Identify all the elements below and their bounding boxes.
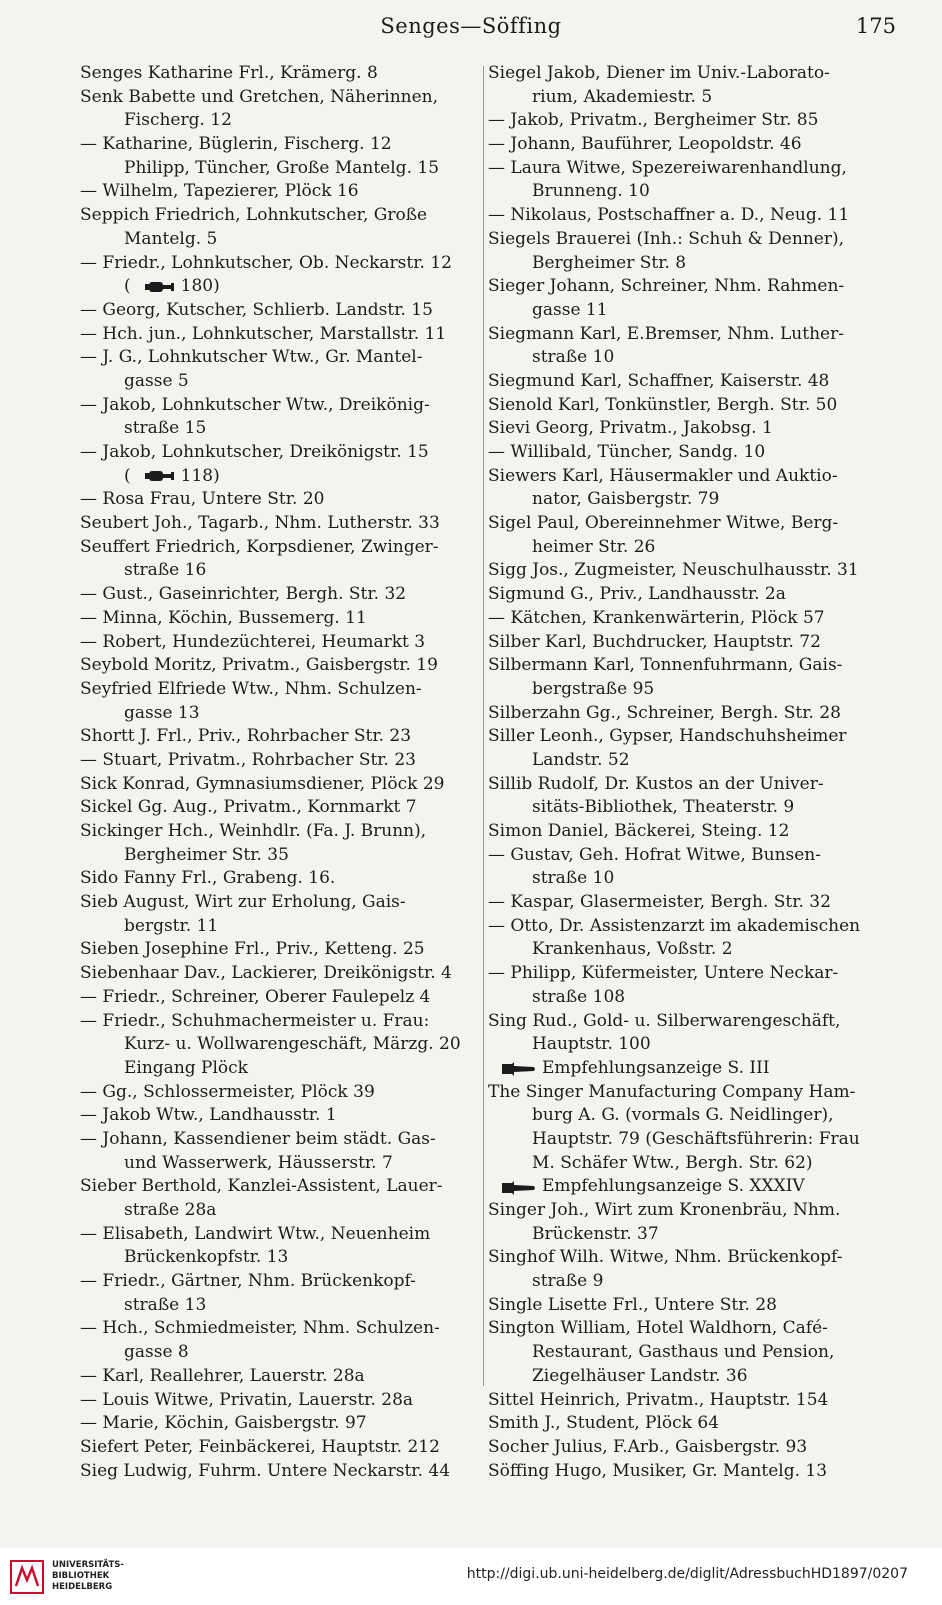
directory-entry-line: [80, 725, 480, 749]
library-name-line: HEIDELBERG: [52, 1582, 113, 1592]
entry-text: Sickel Gg. Aug., Privatm., Kornmarkt 7: [80, 797, 417, 818]
entry-text: Simon Daniel, Bäckerei, Steing. 12: [488, 821, 790, 841]
directory-entry-line: [488, 773, 893, 797]
entry-text: — Hch. jun., Lohnkutscher, Marstallstr. 11: [80, 323, 447, 344]
directory-entry-line: [488, 275, 893, 299]
directory-entry-line: [488, 346, 893, 370]
directory-entry-line: [80, 749, 480, 773]
directory-entry-line: [80, 157, 480, 181]
entry-text: — Jakob, Lohnkutscher, Dreikönigstr. 15: [80, 442, 429, 462]
entry-text: Siegel Jakob, Diener im Univ.-Laborato-: [488, 63, 830, 83]
directory-entry-line: [488, 1152, 893, 1176]
directory-entry-line: [488, 986, 893, 1010]
entry-text: Seuffert Friedrich, Korpsdiener, Zwinger-: [80, 536, 439, 557]
entry-text: — Hch., Schmiedmeister, Nhm. Schulzen-: [80, 1318, 440, 1339]
entry-text: Restaurant, Gasthaus und Pension,: [532, 1342, 835, 1363]
entry-text: Siller Leonh., Gypser, Handschuhsheimer: [488, 726, 847, 747]
directory-entry-line: [80, 1341, 480, 1365]
directory-entry-line: [80, 133, 480, 157]
entry-text: Senges Katharine Frl., Krämerg. 8: [80, 63, 378, 83]
entry-text: gasse 13: [124, 702, 200, 723]
library-name-line: BIBLIOTHEK: [52, 1571, 110, 1581]
entry-text: — Johann, Kassendiener beim städt. Gas-: [80, 1128, 436, 1149]
directory-entry-line: [80, 1010, 480, 1034]
entry-text: Sillib Rudolf, Dr. Kustos an der Univer-: [488, 773, 824, 794]
directory-entry-line: [488, 417, 893, 441]
directory-entry-line: [80, 417, 480, 441]
entry-text: — Katharine, Büglerin, Fischerg. 12: [80, 134, 392, 155]
entry-text: — Friedr., Schreiner, Oberer Faulepelz 4: [80, 986, 431, 1007]
directory-entry-line: [488, 844, 893, 868]
entry-text: Siewers Karl, Häusermakler und Auktio-: [488, 465, 838, 486]
directory-entry-line: [80, 796, 480, 820]
directory-entry-line: ( 118): [124, 465, 220, 486]
entry-text: Singhof Wilh. Witwe, Nhm. Brückenkopf-: [488, 1247, 843, 1268]
directory-entry-line: [80, 512, 480, 536]
directory-entry-line: [488, 1175, 893, 1199]
page-title: Senges—Söffing: [380, 14, 562, 38]
entry-text: heimer Str. 26: [532, 536, 656, 557]
directory-entry-line: [488, 86, 893, 110]
directory-entry-line: [488, 62, 893, 86]
entry-text: Seybold Moritz, Privatm., Gaisbergstr. 19: [80, 655, 438, 676]
directory-entry-line: [80, 867, 480, 891]
entry-text: Sieger Johann, Schreiner, Nhm. Rahmen-: [488, 276, 845, 297]
entry-text: straße 28a: [124, 1200, 217, 1220]
entry-text: Hauptstr. 79 (Geschäftsführerin: Frau: [532, 1128, 860, 1149]
entry-text: straße 16: [124, 560, 207, 581]
entry-text: Seubert Joh., Tagarb., Nhm. Lutherstr. 33: [80, 513, 440, 534]
entry-text: — Wilhelm, Tapezierer, Plöck 16: [80, 181, 359, 202]
entry-text: straße 10: [532, 868, 615, 889]
directory-entry-line: [488, 1246, 893, 1270]
directory-entry-line: [80, 1128, 480, 1152]
entry-text: — Jakob Wtw., Landhausstr. 1: [80, 1105, 337, 1126]
directory-entry-line: [80, 631, 480, 655]
directory-entry-line: [488, 1389, 893, 1413]
entry-text: — Kaspar, Glasermeister, Bergh. Str. 32: [488, 892, 831, 913]
directory-entry-line: [488, 583, 893, 607]
directory-entry-line: [488, 1128, 893, 1152]
directory-entry-line: [80, 394, 480, 418]
entry-text: gasse 5: [124, 370, 189, 391]
directory-entry-line: [80, 299, 480, 323]
entry-text: Smith J., Student, Plöck 64: [488, 1413, 720, 1434]
entry-text: Sick Konrad, Gymnasiumsdiener, Plöck 29: [80, 773, 445, 794]
directory-entry-line: [488, 631, 893, 655]
directory-entry-line: [80, 1436, 480, 1460]
telephone-icon: [145, 470, 175, 482]
directory-entry-line: [80, 607, 480, 631]
directory-entry-line: [488, 1294, 893, 1318]
entry-text: Silbermann Karl, Tonnenfuhrmann, Gais-: [488, 655, 843, 676]
directory-entry-line: [488, 702, 893, 726]
entry-text: rium, Akademiestr. 5: [532, 86, 713, 107]
directory-entry-line: [488, 1010, 893, 1034]
directory-entry-line: [80, 1033, 480, 1057]
directory-entry-line: [80, 252, 480, 276]
directory-entry-line: [80, 1057, 480, 1081]
directory-entry-line: [488, 1436, 893, 1460]
directory-entry-line: [488, 1365, 893, 1389]
entry-text: Sieg Ludwig, Fuhrm. Untere Neckarstr. 44: [80, 1460, 451, 1481]
pointing-hand-icon: [502, 1181, 536, 1193]
entry-text: Brückenstr. 37: [532, 1223, 659, 1244]
entry-text: Siefert Peter, Feinbäckerei, Hauptstr. 212: [80, 1436, 440, 1457]
directory-entry-line: [488, 1270, 893, 1294]
directory-entry-line: [80, 891, 480, 915]
directory-entry-line: [80, 678, 480, 702]
directory-entry-line: [488, 180, 893, 204]
directory-entry-line: [488, 512, 893, 536]
directory-entry-line: [80, 488, 480, 512]
entry-text: Singer Joh., Wirt zum Kronenbräu, Nhm.: [488, 1200, 841, 1220]
directory-entry-line: [80, 1412, 480, 1436]
directory-entry-line: [488, 1317, 893, 1341]
entry-text: nator, Gaisbergstr. 79: [532, 489, 720, 510]
left-column: [80, 62, 480, 1483]
directory-entry-line: [80, 536, 480, 560]
directory-entry-line: [80, 1365, 480, 1389]
entry-text: — Kätchen, Krankenwärterin, Plöck 57: [488, 607, 825, 628]
entry-text: Sieb August, Wirt zur Erholung, Gais-: [80, 892, 406, 913]
entry-text: Sickinger Hch., Weinhdlr. (Fa. J. Brunn),: [80, 821, 427, 841]
entry-text: Sigg Jos., Zugmeister, Neuschulhausstr. 31: [488, 560, 859, 581]
entry-text: Seyfried Elfriede Wtw., Nhm. Schulzen-: [80, 678, 422, 699]
source-url[interactable]: http://digi.ub.uni-heidelberg.de/diglit/AdressbuchHD1897/0207: [466, 1566, 908, 1582]
directory-entry-line: [488, 1460, 893, 1484]
directory-entry-line: [488, 204, 893, 228]
entry-text: Sido Fanny Frl., Grabeng. 16.: [80, 868, 336, 889]
directory-entry-line: [80, 1152, 480, 1176]
entry-text: Sievi Georg, Privatm., Jakobsg. 1: [488, 418, 773, 439]
entry-text: Sienold Karl, Tonkünstler, Bergh. Str. 50: [488, 394, 838, 415]
entry-text: Empfehlungsanzeige S. III: [542, 1057, 770, 1078]
entry-text: Senk Babette und Gretchen, Näherinnen,: [80, 86, 439, 107]
entry-text: — Louis Witwe, Privatin, Lauerstr. 28a: [80, 1389, 414, 1410]
entry-text: — Jakob, Lohnkutscher Wtw., Dreikönig-: [80, 394, 430, 415]
entry-text: Söffing Hugo, Musiker, Gr. Mantelg. 13: [488, 1460, 828, 1481]
directory-entry-line: [488, 678, 893, 702]
directory-entry-line: [488, 1341, 893, 1365]
telephone-icon: [145, 281, 175, 293]
directory-entry-line: [488, 1199, 893, 1223]
entry-text: straße 10: [532, 347, 615, 368]
entry-text: Silber Karl, Buchdrucker, Hauptstr. 72: [488, 631, 821, 652]
library-name-line: UNIVERSITÄTS-: [52, 1560, 124, 1570]
entry-text: Sigel Paul, Obereinnehmer Witwe, Berg-: [488, 513, 839, 534]
directory-entry-line: [80, 1223, 480, 1247]
entry-text: — Otto, Dr. Assistenzarzt im akademischen: [488, 915, 861, 936]
directory-entry-line: [80, 370, 480, 394]
directory-entry-line: [488, 1412, 893, 1436]
directory-entry-line: [80, 1317, 480, 1341]
entry-text: Socher Julius, F.Arb., Gaisbergstr. 93: [488, 1436, 808, 1457]
directory-entry-line: [80, 1246, 480, 1270]
directory-entry-line: [80, 702, 480, 726]
right-column: [488, 62, 893, 1483]
entry-text: Sing Rud., Gold- u. Silberwarengeschäft,: [488, 1010, 841, 1031]
directory-entry-line: [80, 62, 480, 86]
directory-entry-line: [80, 1104, 480, 1128]
entry-text: Sieber Berthold, Kanzlei-Assistent, Lauer-: [80, 1176, 443, 1197]
entry-text: — Gg., Schlossermeister, Plöck 39: [80, 1081, 375, 1102]
directory-entry-line: [488, 228, 893, 252]
entry-text: Seppich Friedrich, Lohnkutscher, Große: [80, 205, 428, 226]
entry-text: Kurz- u. Wollwarengeschäft, Märzg. 20: [124, 1034, 461, 1055]
directory-entry-line: [488, 915, 893, 939]
directory-entry-line: [80, 938, 480, 962]
directory-entry-line: [80, 228, 480, 252]
directory-entry-line: [80, 962, 480, 986]
directory-entry-line: [488, 607, 893, 631]
directory-entry-line: [80, 204, 480, 228]
entry-text: Ziegelhäuser Landstr. 36: [532, 1365, 748, 1386]
column-divider: [483, 66, 484, 1386]
directory-entry-line: [488, 252, 893, 276]
entry-text: straße 108: [532, 986, 626, 1007]
page-footer: [0, 1548, 942, 1605]
directory-entry-line: [80, 820, 480, 844]
entry-text: — Willibald, Tüncher, Sandg. 10: [488, 442, 766, 462]
directory-entry-line: [80, 180, 480, 204]
directory-entry-line: [488, 1104, 893, 1128]
directory-entry-line: [488, 938, 893, 962]
entry-text: 118): [180, 465, 220, 486]
entry-text: Single Lisette Frl., Untere Str. 28: [488, 1294, 777, 1315]
entry-text: — J. G., Lohnkutscher Wtw., Gr. Mantel-: [80, 347, 423, 368]
entry-text: burg A. G. (vormals G. Neidlinger),: [532, 1105, 834, 1126]
entry-text: gasse 8: [124, 1342, 189, 1363]
entry-text: Siegmann Karl, E.Bremser, Nhm. Luther-: [488, 323, 844, 344]
entry-text: Brunneng. 10: [532, 181, 650, 202]
page-header: [0, 10, 942, 40]
entry-text: — Karl, Reallehrer, Lauerstr. 28a: [80, 1365, 365, 1386]
entry-text: — Elisabeth, Landwirt Wtw., Neuenheim: [80, 1223, 431, 1244]
directory-entry-line: [80, 1175, 480, 1199]
entry-text: Sieben Josephine Frl., Priv., Ketteng. 25: [80, 939, 425, 960]
entry-text: Silberzahn Gg., Schreiner, Bergh. Str. 28: [488, 702, 841, 723]
entry-text: — Stuart, Privatm., Rohrbacher Str. 23: [80, 749, 416, 770]
entry-text: Siebenhaar Dav., Lackierer, Dreikönigstr. 4: [80, 963, 452, 984]
directory-entry-line: [80, 1270, 480, 1294]
entry-text: — Gustav, Geh. Hofrat Witwe, Bunsen-: [488, 844, 821, 865]
library-name: [52, 1560, 124, 1593]
directory-entry-line: [488, 654, 893, 678]
entry-text: — Minna, Köchin, Bussemerg. 11: [80, 607, 367, 628]
entry-text: bergstr. 11: [124, 915, 219, 936]
directory-entry-line: [488, 1081, 893, 1105]
entry-text: Mantelg. 5: [124, 228, 218, 249]
directory-entry-line: [80, 583, 480, 607]
directory-entry-line: ( 180): [124, 276, 220, 297]
directory-entry-line: [80, 773, 480, 797]
entry-text: Philipp, Tüncher, Große Mantelg. 15: [124, 157, 440, 178]
entry-text: — Rosa Frau, Untere Str. 20: [80, 489, 325, 510]
directory-entry-line: [80, 1294, 480, 1318]
entry-text: 180): [180, 276, 220, 297]
directory-entry-line: [488, 465, 893, 489]
directory-entry-line: [80, 346, 480, 370]
entry-text: Bergheimer Str. 8: [532, 252, 687, 273]
entry-text: Hauptstr. 100: [532, 1034, 651, 1055]
directory-entry-line: [488, 1223, 893, 1247]
entry-text: Bergheimer Str. 35: [124, 844, 289, 865]
entry-text: Shortt J. Frl., Priv., Rohrbacher Str. 23: [80, 726, 412, 747]
entry-text: — Friedr., Lohnkutscher, Ob. Neckarstr. 12: [80, 252, 452, 273]
entry-text: Empfehlungsanzeige S. XXXIV: [542, 1176, 805, 1197]
directory-entry-line: [80, 1389, 480, 1413]
entry-text: straße 15: [124, 418, 207, 439]
entry-text: — Laura Witwe, Spezereiwarenhandlung,: [488, 157, 847, 178]
directory-entry-line: [488, 962, 893, 986]
directory-entry-line: [488, 394, 893, 418]
entry-text: bergstraße 95: [532, 678, 655, 699]
entry-text: Krankenhaus, Voßstr. 2: [532, 939, 733, 960]
directory-entry-line: [80, 1460, 480, 1484]
directory-entry-line: [488, 867, 893, 891]
entry-text: — Robert, Hundezüchterei, Heumarkt 3: [80, 631, 426, 652]
entry-text: Sittel Heinrich, Privatm., Hauptstr. 154: [488, 1389, 829, 1410]
entry-text: und Wasserwerk, Häusserstr. 7: [124, 1152, 393, 1173]
entry-text: — Friedr., Gärtner, Nhm. Brückenkopf-: [80, 1271, 416, 1292]
entry-text: Landstr. 52: [532, 749, 630, 770]
directory-entry-line: [488, 820, 893, 844]
library-logo-icon: [10, 1560, 44, 1594]
entry-text: — Friedr., Schuhmachermeister u. Frau:: [80, 1010, 430, 1031]
entry-text: The Singer Manufacturing Company Ham-: [488, 1081, 856, 1102]
entry-text: sitäts-Bibliothek, Theaterstr. 9: [532, 797, 795, 818]
directory-entry-line: [80, 1199, 480, 1223]
entry-text: — Marie, Köchin, Gaisbergstr. 97: [80, 1413, 367, 1434]
directory-entry-line: [488, 536, 893, 560]
directory-entry-line: [80, 559, 480, 583]
directory-entry-line: [488, 133, 893, 157]
entry-text: — Philipp, Küfermeister, Untere Neckar-: [488, 963, 839, 984]
entry-text: — Gust., Gaseinrichter, Bergh. Str. 32: [80, 584, 407, 605]
entry-text: Brückenkopfstr. 13: [124, 1247, 289, 1268]
page-number: 175: [855, 14, 896, 38]
pointing-hand-icon: [502, 1062, 536, 1074]
directory-entry-line: [80, 1081, 480, 1105]
entry-text: gasse 11: [532, 299, 608, 320]
directory-entry-line: [80, 441, 480, 465]
directory-entry-line: [80, 323, 480, 347]
entry-text: Siegmund Karl, Schaffner, Kaiserstr. 48: [488, 370, 830, 391]
directory-entry-line: [488, 109, 893, 133]
directory-entry-line: [488, 488, 893, 512]
entry-text: straße 9: [532, 1271, 604, 1292]
entry-text: — Georg, Kutscher, Schlierb. Landstr. 15: [80, 299, 433, 320]
entry-text: — Jakob, Privatm., Bergheimer Str. 85: [488, 110, 819, 131]
entry-text: Eingang Plöck: [124, 1057, 248, 1078]
entry-text: Sington William, Hotel Waldhorn, Café-: [488, 1318, 828, 1339]
directory-entry-line: [488, 1033, 893, 1057]
directory-entry-line: [488, 441, 893, 465]
directory-entry-line: [488, 559, 893, 583]
entry-text: Sigmund G., Priv., Landhausstr. 2a: [488, 584, 786, 605]
entry-text: M. Schäfer Wtw., Bergh. Str. 62): [532, 1152, 813, 1173]
directory-entry-line: [488, 725, 893, 749]
entry-text: Siegels Brauerei (Inh.: Schuh & Denner),: [488, 228, 844, 249]
directory-entry-line: [488, 157, 893, 181]
entry-text: — Nikolaus, Postschaffner a. D., Neug. 11: [488, 205, 850, 226]
directory-entry-line: [80, 654, 480, 678]
directory-entry-line: [488, 299, 893, 323]
directory-entry-line: [80, 86, 480, 110]
directory-entry-line: [80, 915, 480, 939]
directory-entry-line: [80, 109, 480, 133]
directory-entry-line: [80, 844, 480, 868]
entry-text: — Johann, Bauführer, Leopoldstr. 46: [488, 134, 802, 155]
directory-entry-line: [488, 323, 893, 347]
directory-entry-line: [488, 370, 893, 394]
directory-entry-line: [488, 891, 893, 915]
entry-text: straße 13: [124, 1294, 207, 1315]
directory-entry-line: [80, 986, 480, 1010]
directory-entry-line: [488, 796, 893, 820]
entry-text: Fischerg. 12: [124, 110, 232, 131]
directory-entry-line: [488, 1057, 893, 1081]
directory-entry-line: [488, 749, 893, 773]
